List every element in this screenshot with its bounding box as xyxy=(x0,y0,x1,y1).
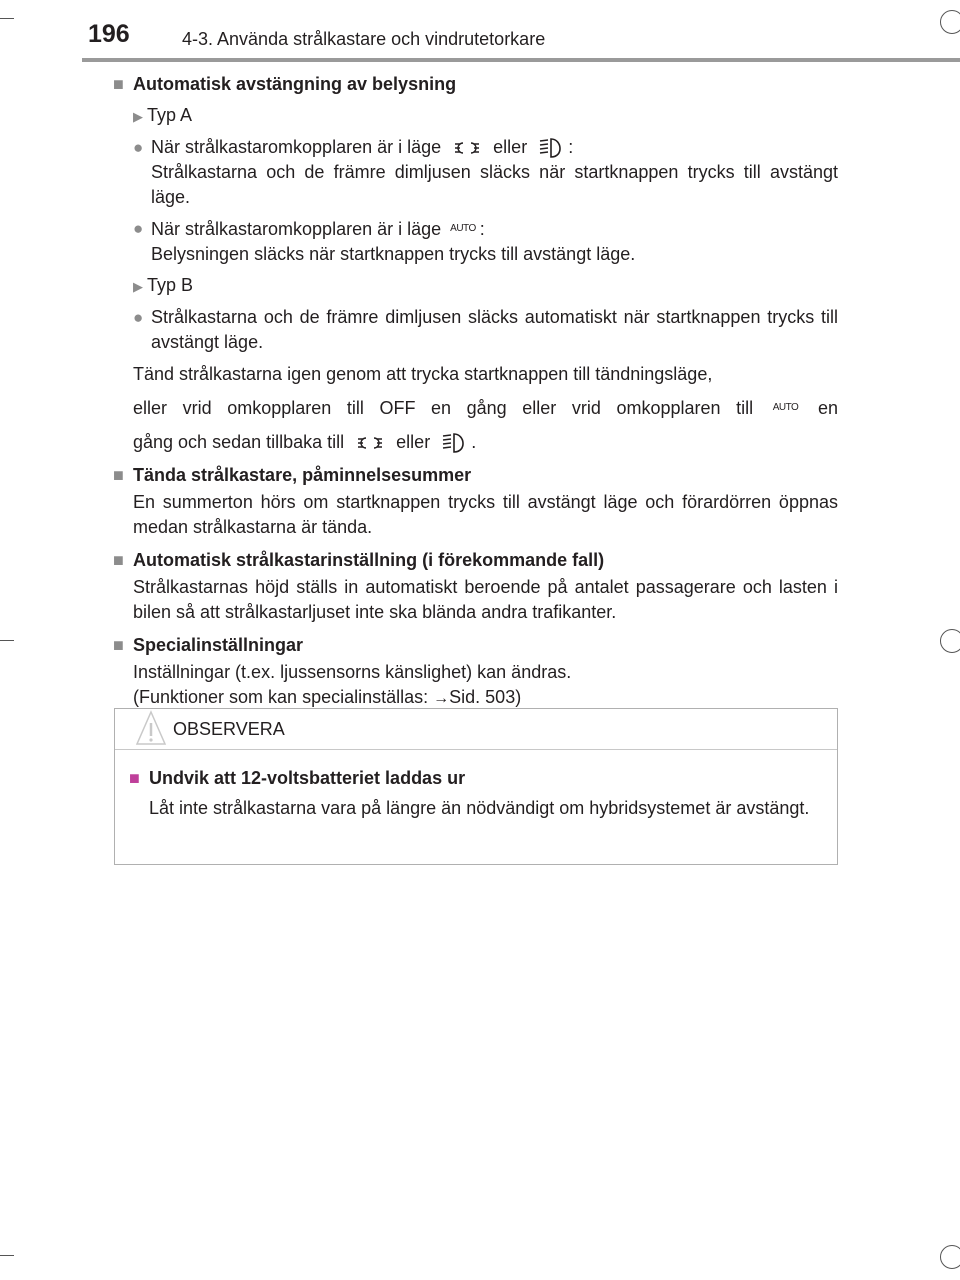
list-item: ● Strålkastarna och de främre dimljusen släcks automatiskt när startknappen trycks till avstängt läge. xyxy=(133,307,838,352)
triangle-bullet-icon: ▶ xyxy=(133,279,143,294)
warning-triangle-icon xyxy=(135,710,167,746)
square-bullet-icon: ■ xyxy=(129,768,140,788)
round-bullet-icon: ● xyxy=(133,138,144,157)
caution-header xyxy=(115,709,837,750)
page-reference: Sid. 503) xyxy=(449,687,522,707)
round-bullet-icon: ● xyxy=(133,308,144,327)
square-bullet-icon: ■ xyxy=(113,465,124,485)
registration-mark xyxy=(940,1245,960,1269)
leveling-paragraph: Strålkastarnas höjd ställs in automatiskt beroende på antalet passagerare och lasten i bilen så att strålkastarljuset inte ska blända andra trafikanter. xyxy=(133,577,838,622)
page-header xyxy=(0,0,960,60)
relight-paragraph: Tänd strålkastarna igen genom att trycka startknappen till tändningsläge, eller vrid omkopplaren till OFF en gång eller vrid omkopplaren till $^{AUTO}$ en gång och sedan tillbaka till eller . xyxy=(113,357,838,459)
auto-icon: AUTO xyxy=(772,402,799,413)
triangle-bullet-icon: ▶ xyxy=(133,109,143,124)
small-lights-icon xyxy=(355,434,385,452)
section-title-leveling: ■ Automatisk strålkastarinställning (i förekommande fall) xyxy=(113,548,838,573)
caution-box xyxy=(114,708,838,865)
special-paragraph: Inställningar (t.ex. ljussensorns känslighet) kan ändras. (Funktioner som kan specialinställas: →Sid. 503) xyxy=(133,662,572,707)
type-a-label: ▶ Typ A xyxy=(113,103,838,129)
square-bullet-icon: ■ xyxy=(113,74,124,94)
section-title-reminder: ■ Tända strålkastare, påminnelsesummer xyxy=(113,463,838,488)
headlight-icon xyxy=(441,432,469,454)
square-bullet-icon: ■ xyxy=(113,635,124,655)
caution-label: OBSERVERA xyxy=(173,719,285,739)
header-rule xyxy=(82,58,960,62)
square-bullet-icon: ■ xyxy=(113,550,124,570)
caution-paragraph: Låt inte strålkastarna vara på längre än nödvändigt om hybridsystemet är avstängt. xyxy=(149,798,810,818)
list-item: ● När strålkastaromkopplaren är i läge eller : Strålkastarna och de främre dimljusen släcks när startknappen trycks till avstängt läge. xyxy=(133,137,838,207)
chapter-title: 4-3. Använda strålkastare och vindrutetorkare xyxy=(182,29,546,49)
list-item: ● När strålkastaromkopplaren är i läge $^{AUTO}$ : Belysningen släcks när startknappen trycks till avstängt läge. xyxy=(113,216,838,267)
section-title-auto-off: ■ Automatisk avstängning av belysning xyxy=(113,72,838,97)
type-b-label: ▶ Typ B xyxy=(113,273,838,299)
round-bullet-icon: ● xyxy=(133,219,144,238)
registration-mark xyxy=(940,629,960,653)
page-number: 196 xyxy=(88,20,130,48)
section-title-special: ■ Specialinställningar xyxy=(113,633,838,658)
crop-mark xyxy=(0,1255,14,1256)
arrow-right-icon: → xyxy=(433,690,450,707)
main-content xyxy=(113,72,838,711)
auto-icon: AUTO xyxy=(450,223,476,234)
small-lights-icon xyxy=(452,139,482,157)
crop-mark xyxy=(0,640,14,641)
headlight-icon xyxy=(538,137,566,159)
caution-title: ■ Undvik att 12-voltsbatteriet laddas ur xyxy=(129,766,825,791)
reminder-paragraph: En summerton hörs om startknappen trycks till avstängt läge och förardörren öppnas medan strålkastarna är tända. xyxy=(133,492,838,537)
